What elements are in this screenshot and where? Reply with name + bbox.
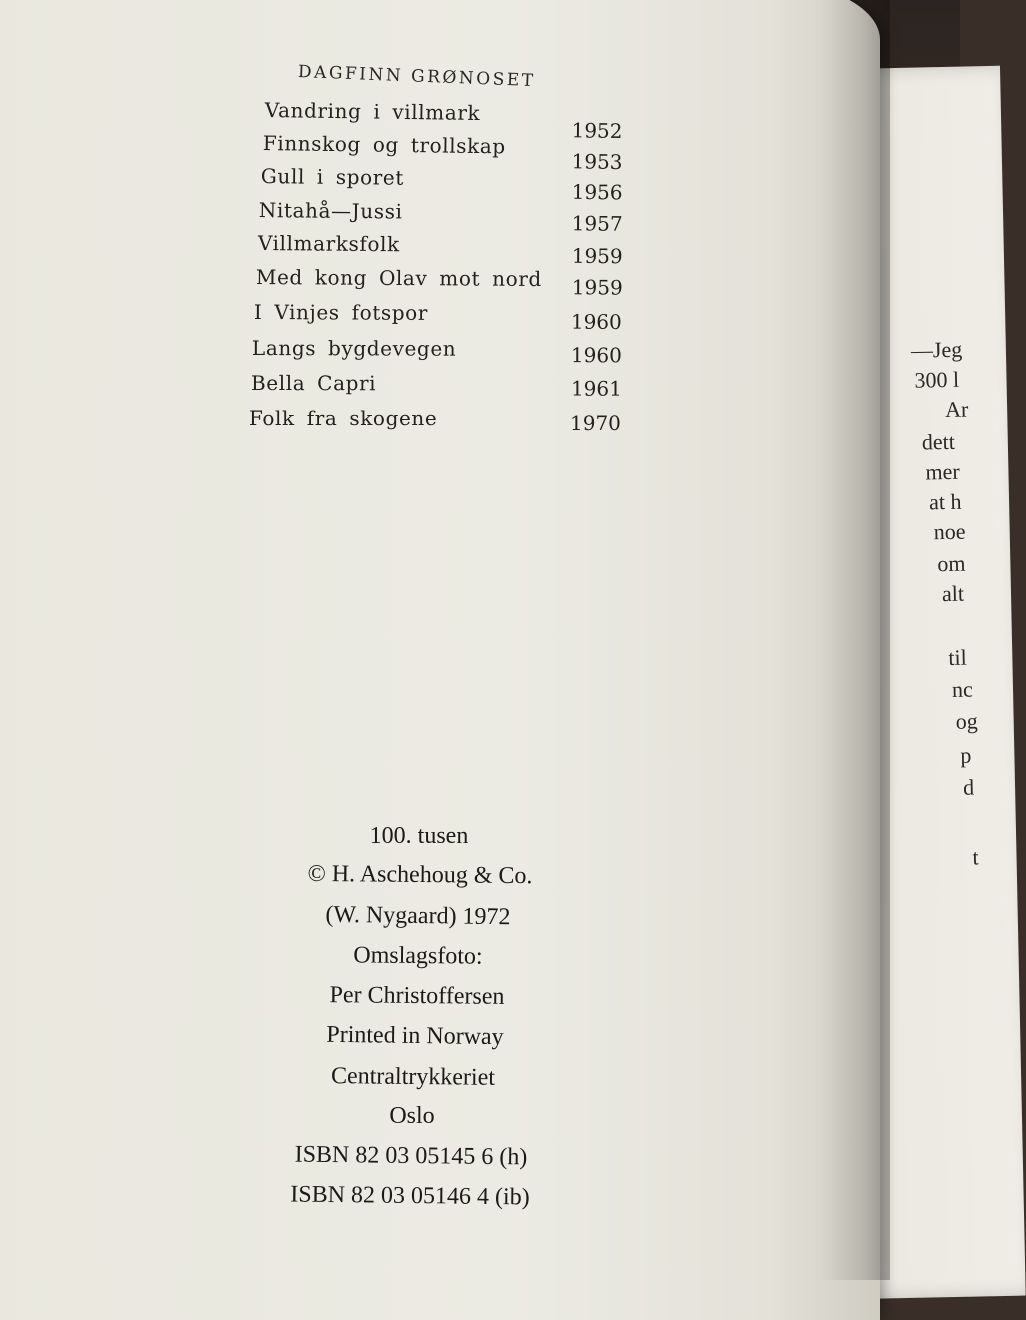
facing-text-fragment: noe [933, 518, 966, 545]
book-title: Finnskog og trollskap [262, 131, 506, 159]
book-year: 1956 [571, 179, 623, 205]
facing-text-fragment: d [962, 774, 975, 800]
book-year: 1960 [570, 309, 622, 334]
facing-text-fragment: nc [951, 676, 974, 702]
facing-text-fragment: Ar [944, 396, 969, 423]
book-title: Bella Capri [250, 371, 377, 396]
book-title: Med kong Olav mot nord [255, 265, 542, 291]
book-title: Folk fra skogene [249, 406, 438, 430]
imprint-line: Omslagsfoto: [353, 942, 483, 970]
book-title: Nitahå—Jussi [258, 198, 403, 224]
book-title: I Vinjes fotspor [253, 300, 429, 325]
book-year: 1961 [570, 376, 622, 401]
book-year: 1959 [571, 275, 623, 300]
facing-text-fragment: at h [928, 488, 962, 515]
imprint-line: © H. Aschehoug & Co. [307, 860, 533, 890]
facing-text-fragment: dett [921, 428, 956, 455]
facing-text-fragment: alt [941, 580, 965, 607]
facing-text-fragment: til [948, 644, 967, 671]
book-title: Vandring i villmark [264, 98, 481, 126]
imprint-line: Per Christoffersen [329, 982, 505, 1010]
author-heading: DAGFINN GRØNOSET [297, 62, 536, 92]
imprint-line: (W. Nygaard) 1972 [325, 901, 511, 931]
imprint-line: ISBN 82 03 05145 6 (h) [294, 1141, 528, 1171]
book-year: 1970 [570, 411, 621, 435]
book-title: Villmarksfolk [257, 231, 400, 257]
facing-text-fragment: om [937, 550, 966, 577]
book-year: 1953 [571, 149, 623, 175]
facing-text-fragment: og [955, 708, 978, 734]
book-year: 1957 [571, 211, 623, 236]
imprint-line: ISBN 82 03 05146 4 (ib) [290, 1181, 530, 1211]
facing-text-fragment: t [972, 844, 979, 870]
imprint-line: Centraltrykkeriet [330, 1063, 496, 1091]
book-title: Langs bygdevegen [251, 336, 457, 361]
imprint-line: Printed in Norway [326, 1021, 504, 1051]
book-year: 1959 [571, 243, 623, 269]
facing-text-fragment: —Jeg [910, 336, 963, 363]
book-title: Gull i sporet [260, 164, 405, 190]
facing-text-fragment: mer [925, 458, 960, 485]
imprint-line: Oslo [389, 1103, 435, 1129]
facing-text-fragment: p [960, 742, 972, 768]
facing-text-fragment: 300 l [914, 366, 960, 393]
imprint-line: 100. tusen [369, 823, 469, 849]
book-year: 1952 [571, 118, 623, 143]
book-year: 1960 [570, 343, 622, 368]
